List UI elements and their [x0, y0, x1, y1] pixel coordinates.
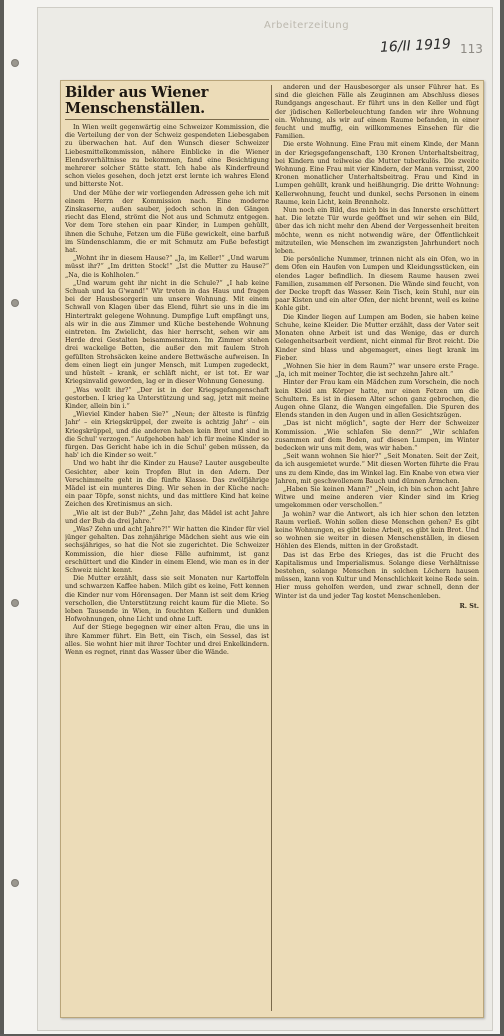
article-paragraph: „Wohnen Sie hier in dem Raum?“ war unsere erste Frage. „Ja, ich mit meiner Tochter, die ist sechzehn Jahre alt.“: [275, 361, 479, 379]
right-body: [275, 83, 479, 600]
article-paragraph: Die persönliche Nummer, trinnen nicht als ein Ofen, wo in dem Ofen ein Haufen von Lumpen und Kleidungsstücken, ein elendes Lager befindlich. In diesem Raume hausen zwei Familien, zusammen elf Personen. Die Wände sind feucht, von der Decke tropft das Wasser. Kein Tisch, kein Stuhl, nur ein paar Kisten und ein alter Ofen, der nicht brennt, weil es keine Kohle gibt.: [275, 255, 479, 313]
article-paragraph: Ja wohin? war die Antwort, als ich hier schon den letzten Raum verließ. Wohin sollen diese Menschen gehen? Es gibt keine Wohnungen, es gibt keine Arbeit, es gibt kein Brot. Und so wohnen sie weiter in diesen Menschenställen, in diesen Höhlen des Elends, mitten in der Großstadt.: [275, 509, 479, 551]
tack-hole-icon: [12, 880, 18, 886]
article-paragraph: „Was? Zehn und acht Jahre?!“ Wir hatten die Kinder für viel jünger gehalten. Das zehnjährige Mädchen sieht aus wie ein sechsjähriges, so hat die Not sie zugerichtet. Die Schweizer Kommission, die hier diese Fälle aufnimmt, ist ganz erschüttert und die Kinder in einem Elend, wie man es in der Schweiz nicht kennt.: [65, 524, 269, 574]
article-paragraph: „Wie alt ist der Bub?“ „Zehn Jahr, das Mädel ist acht Jahre und der Bub da drei Jahre.“: [65, 508, 269, 525]
article-paragraph: Die Kinder liegen auf Lumpen am Boden, sie haben keine Schuhe, keine Kleider. Die Mutter erzählt, dass der Vater seit Monaten ohne Arbeit ist und das Wenige, das er durch Gelegenheitsarbeit verdient, nicht einmal für Brot reicht. Die Kinder sind blass und abgemagert, eines liegt krank im Fieber.: [275, 312, 479, 362]
article-paragraph: In Wien weilt gegenwärtig eine Schweizer Kommission, die die Verteilung der von der Schweiz gespendeten Liebesgaben zu überwachen hat. Auf den Wunsch dieser Schweizer Liebesmittelkommission, nähere Einblicke in die Wiener Elendsverhältnisse zu bekommen, fand eine Besichtigung mehrerer solcher Stätte statt. Ich habe als Kinderfreund schon vieles gesehen, doch jetzt erst lernte ich wahres Elend und bitterste Not.: [65, 123, 269, 189]
article-paragraph: „Das ist nicht möglich“, sagte der Herr der Schweizer Kommission. „Wie schlafen Sie denn?“ „Wir schlafen zusammen auf dem Boden, auf diesen Lumpen, im Winter bedecken wir uns mit dem, was wir haben.“: [275, 419, 479, 452]
article-paragraph: Auf der Stiege begegnen wir einer alten Frau, die uns in ihre Kammer führt. Ein Bett, ein Tisch, ein Sessel, das ist alles. Sie wohnt hier mit ihrer Tochter und drei Enkelkindern. Wenn es regnet, rinnt das Wasser über die Wände.: [65, 623, 269, 656]
article-paragraph: „Haben Sie keinen Mann?“ „Nein, ich bin schon acht Jahre Witwe und meine anderen vier Kinder sind im Krieg umgekommen oder verschollen.“: [275, 484, 479, 510]
scan-background: [4, 0, 500, 1034]
article-paragraph: „Seit wann wohnen Sie hier?“ „Seit Monaten. Seit der Zeit, da ich ausgemietet wurde.“ Mit diesen Worten führte die Frau uns zu dem Kinde, das im Winkel lag. Ein Knabe von etwa vier Jahren, mit geschwollenem Bauch und dünnen Ärmchen.: [275, 452, 479, 485]
article-paragraph: „Was wollt ihr?“ „Der ist in der Kriegsgefangenschaft gestorben. I krieg ka Unterstützung und sag, jetzt mit meine Kinder, allein bin i.“: [65, 385, 269, 410]
article-paragraph: Das ist das Erbe des Krieges, das ist die Frucht des Kapitalismus und Imperialismus. Solange diese Verhältnisse bestehen, solange Menschen in solchen Löchern hausen müssen, kann von Kultur und Menschlichkeit keine Rede sein. Hier muss geholfen werden, und zwar schnell, denn der Winter ist da und jeder Tag kostet Menschenleben.: [275, 550, 479, 600]
tack-hole-icon: [12, 300, 18, 306]
archive-reference-number: 113: [460, 42, 483, 56]
article-paragraph: Nun noch ein Bild, das mich bis in das Innerste erschüttert hat. Die letzte Tür wurde geöffnet und wir sehen ein Bild, über das ich nicht mehr den Abend der Vergessenheit breiten möchte, wenn es nicht notwendig wäre, der Öffentlichkeit mitzuteilen, wie Menschen im zwanzigsten Jahrhundert noch leben.: [275, 206, 479, 256]
article-headline: Bilder aus Wiener Menschenställen.: [65, 85, 269, 120]
handwritten-date: 16/II 1919: [379, 36, 452, 56]
column-divider: [271, 85, 272, 1011]
article-paragraph: Und der Mühe der wir vorliegenden Adressen gehe ich mit einem Herrn der Kommission nach. Eine moderne Zinskaserne, außen sauber, jedoch schon in den Gängen riecht das Elend, strömt die Not aus und Schmutz entgegen. Vor dem Tore stehen ein paar Kinder, in Lumpen gehüllt, ihnen die Schuhe, Fetzen um die Füße gewickelt, eine barfuß im Sündenschlamm, die er mit Schmutz am Fuße befestigt hat.: [65, 188, 269, 255]
tack-hole-icon: [12, 600, 18, 606]
tack-hole-icon: [12, 60, 18, 66]
archive-stamp: Arbeiterzeitung: [264, 20, 350, 31]
article-paragraph: „Wieviel Kinder haben Sie?“ „Neun; der älteste is fünfzig Jahr' – ein Kriegskrüppel, der zweite is achtzig Jahr' – ein Kriegskrüppel, und die anderen haben kein Brot und sind in die Schul' verzogen.“ Aufgehoben hab' ich für meine Kinder so fürgen. Das Gericht habe ich in die Schul' geben müssen, da hab' ich die Kinder so weit.“: [65, 410, 269, 460]
left-body: [65, 123, 269, 656]
article-paragraph: Und wo habt ihr die Kinder zu Hause? Lauter ausgebeulte Gesichter, aber kein Tropfen Blut in den Adern. Der Verschimmelte geht in die fünfte Klasse. Das zwölfjährige Mädel ist ein munteres Ding. Wir sehen in der Küche nach: ein paar Töpfe, sonst nichts, und das mittlere Kind hat keine Zeichen des Kretinismus an sich.: [65, 459, 269, 509]
article-column-right: [275, 83, 479, 1013]
article-signature: R. St.: [459, 601, 479, 610]
article-paragraph: Hinter der Frau kam ein Mädchen zum Vorschein, die noch kein Kleid am Körper hatte, nur einen Fetzen um die Schultern. Es ist in diesem Alter schon ganz gebrochen, die Augen ohne Glanz, die Wangen eingefallen. Die Spuren des Elends standen in den Augen und in allen Gesichtszügen.: [275, 378, 479, 420]
newspaper-clipping: [60, 80, 484, 1018]
article-column-left: [65, 83, 269, 1013]
article-paragraph: Die Mutter erzählt, dass sie seit Monaten nur Kartoffeln und schwarzen Kaffee haben. Milch gibt es keine, Fett kennen die Kinder nur vom Hörensagen. Der Mann ist seit dem Krieg verschollen, die Unterstützung reicht kaum für die Miete. So leben Tausende in Wien, in feuchten Kellern und dunklen Hofwohnungen, ohne Licht und ohne Luft.: [65, 574, 269, 624]
article-paragraph: anderen und der Hausbesorger als unser Führer hat. Es sind die gleichen Fälle als Zeuginnen am Abschluss dieses Rundgangs angeschaut. Er führt uns in den Keller und fügt der jüdischen Kellerbeleuchtung fanden wir ihre Wohnung ein. Wohnung, als wir auf einem Raume befanden, in einer feucht und muffig, ein willkommenes Einsehen für die Familien.: [275, 83, 479, 141]
article-paragraph: Die erste Wohnung. Eine Frau mit einem Kinde, der Mann in der Kriegsgefangenschaft, 130 Kronen Unterhaltsbeitrag, bei Kindern und teilweise die Mutter tuberkulös. Die zweite Wohnung. Eine Frau mit vier Kindern, der Mann vermisst, 200 Kronen monatlicher Unterhaltsbeitrag. Frau und Kind in Lumpen gehüllt, krank und heißhungrig. Die dritte Wohnung: Kellerwohnung, feucht und dunkel, sechs Personen in einem Raume, kein Licht, kein Brennholz.: [275, 140, 479, 206]
article-paragraph: „Und warum geht ihr nicht in die Schule?“ „I hab keine Schuah und ka G'wand!“ Wir treten in das Haus und fragen bei der Hausbesorgerin um unsere Wohnung. Mit einem Schwall von Klagen über das Elend, führt sie uns in die im Hintertrakt gelegene Wohnung. Dumpfige Luft empfängt uns, als wir in die aus Zimmer und Küche bestehende Wohnung eintreten. Im Zwielicht, das hier herrscht, sehen wir am Herde drei Gestalten beisammensitzen. Im Zimmer stehen drei wackelige Betten, die außer den mit faulem Stroh gefüllten Strohsäcken keine andere Bettwäsche aufweisen. In dem einen liegt ein junger Mensch, mit Lumpen zugedeckt, und hüstelt – krank, er schläft nicht, er ist tot. Er war Kriegsinvalid geworden, lag er in dieser Wohnung Genesung.: [65, 278, 269, 386]
article-paragraph: „Wohnt ihr in diesem Hause?“ „Ja, im Keller!“ „Und warum müsst ihr?“ „Im dritten Stock!“ „Ist die Mutter zu Hause?“ „Na, die is Kohlholen.“: [65, 254, 269, 279]
